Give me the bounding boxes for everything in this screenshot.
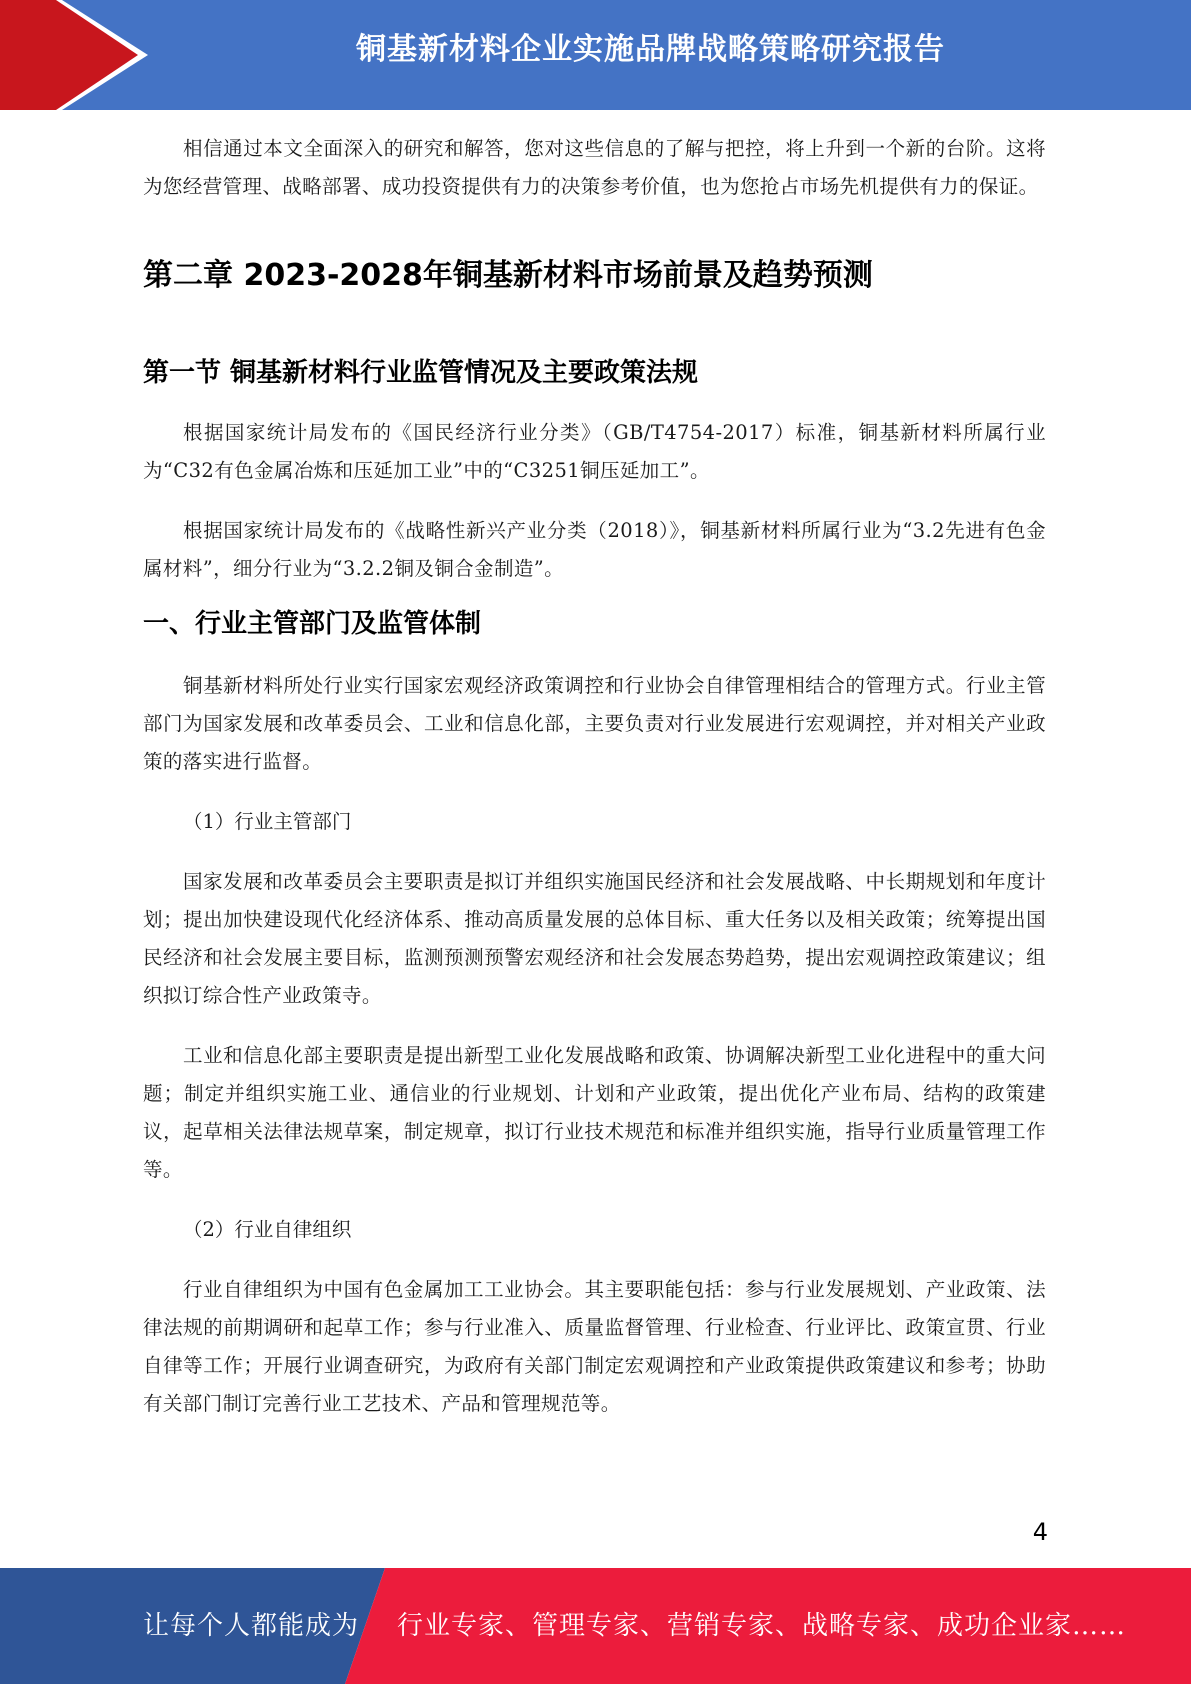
chapter-title: 第二章 2023-2028年铜基新材料市场前景及趋势预测 bbox=[143, 258, 873, 293]
section-paragraph: 根据国家统计局发布的《国民经济行业分类》（GB/T4754-2017）标准，铜基新材料所属行业为“C32有色金属冶炼和压延加工业”中的“C3251铜压延加工”。 bbox=[143, 421, 1046, 482]
report-title: 铜基新材料企业实施品牌战略策略研究报告 bbox=[356, 32, 945, 67]
section-paragraph: 根据国家统计局发布的《战略性新兴产业分类（2018）》，铜基新材料所属行业为“3.2先进有色金属材料”，细分行业为“3.2.2铜及铜合金制造”。 bbox=[143, 519, 1046, 580]
footer-slogan-left: 让每个人都能成为 bbox=[143, 1611, 360, 1641]
footer-banner bbox=[0, 1568, 1191, 1684]
section-title: 第一节 铜基新材料行业监管情况及主要政策法规 bbox=[143, 358, 699, 388]
subsection-title: 一、行业主管部门及监管体制 bbox=[143, 609, 482, 639]
intro-paragraph: 相信通过本文全面深入的研究和解答，您对这些信息的了解与把控，将上升到一个新的台阶。这将为您经营管理、战略部署、成功投资提供有力的决策参考价值，也为您抢占市场先机提供有力的保证。 bbox=[143, 137, 1046, 198]
page-content bbox=[143, 130, 1046, 1423]
item1-paragraph: 国家发展和改革委员会主要职责是拟订并组织实施国民经济和社会发展战略、中长期规划和年度计划；提出加快建设现代化经济体系、推动高质量发展的总体目标、重大任务以及相关政策；统筹提出国民经济和社会发展主要目标，监测预测预警宏观经济和社会发展态势趋势，提出宏观调控政策建议；组织拟订综合性产业政策寺。 bbox=[143, 870, 1046, 1007]
subsection-paragraph: 铜基新材料所处行业实行国家宏观经济政策调控和行业协会自律管理相结合的管理方式。行业主管部门为国家发展和改革委员会、工业和信息化部，主要负责对行业发展进行宏观调控，并对相关产业政策的落实进行监督。 bbox=[143, 674, 1046, 773]
item2-paragraph: 行业自律组织为中国有色金属加工工业协会。其主要职能包括：参与行业发展规划、产业政策、法律法规的前期调研和起草工作；参与行业准入、质量监督管理、行业检查、行业评比、政策宣贯、行业自律等工作；开展行业调查研究，为政府有关部门制定宏观调控和产业政策提供政策建议和参考；协助有关部门制订完善行业工艺技术、产品和管理规范等。 bbox=[143, 1278, 1046, 1415]
item2-label: （2）行业自律组织 bbox=[183, 1218, 352, 1241]
item1-label: （1）行业主管部门 bbox=[183, 810, 352, 833]
red-chevron-icon bbox=[0, 0, 160, 110]
footer-slogan-right: 行业专家、管理专家、营销专家、战略专家、成功企业家…… bbox=[397, 1611, 1127, 1641]
page-number: 4 bbox=[1032, 1518, 1048, 1546]
header-banner bbox=[0, 0, 1191, 110]
item1-paragraph: 工业和信息化部主要职责是提出新型工业化发展战略和政策、协调解决新型工业化进程中的重大问题；制定并组织实施工业、通信业的行业规划、计划和产业政策，提出优化产业布局、结构的政策建议，起草相关法律法规草案，制定规章，拟订行业技术规范和标准并组织实施，指导行业质量管理工作等。 bbox=[143, 1044, 1046, 1181]
